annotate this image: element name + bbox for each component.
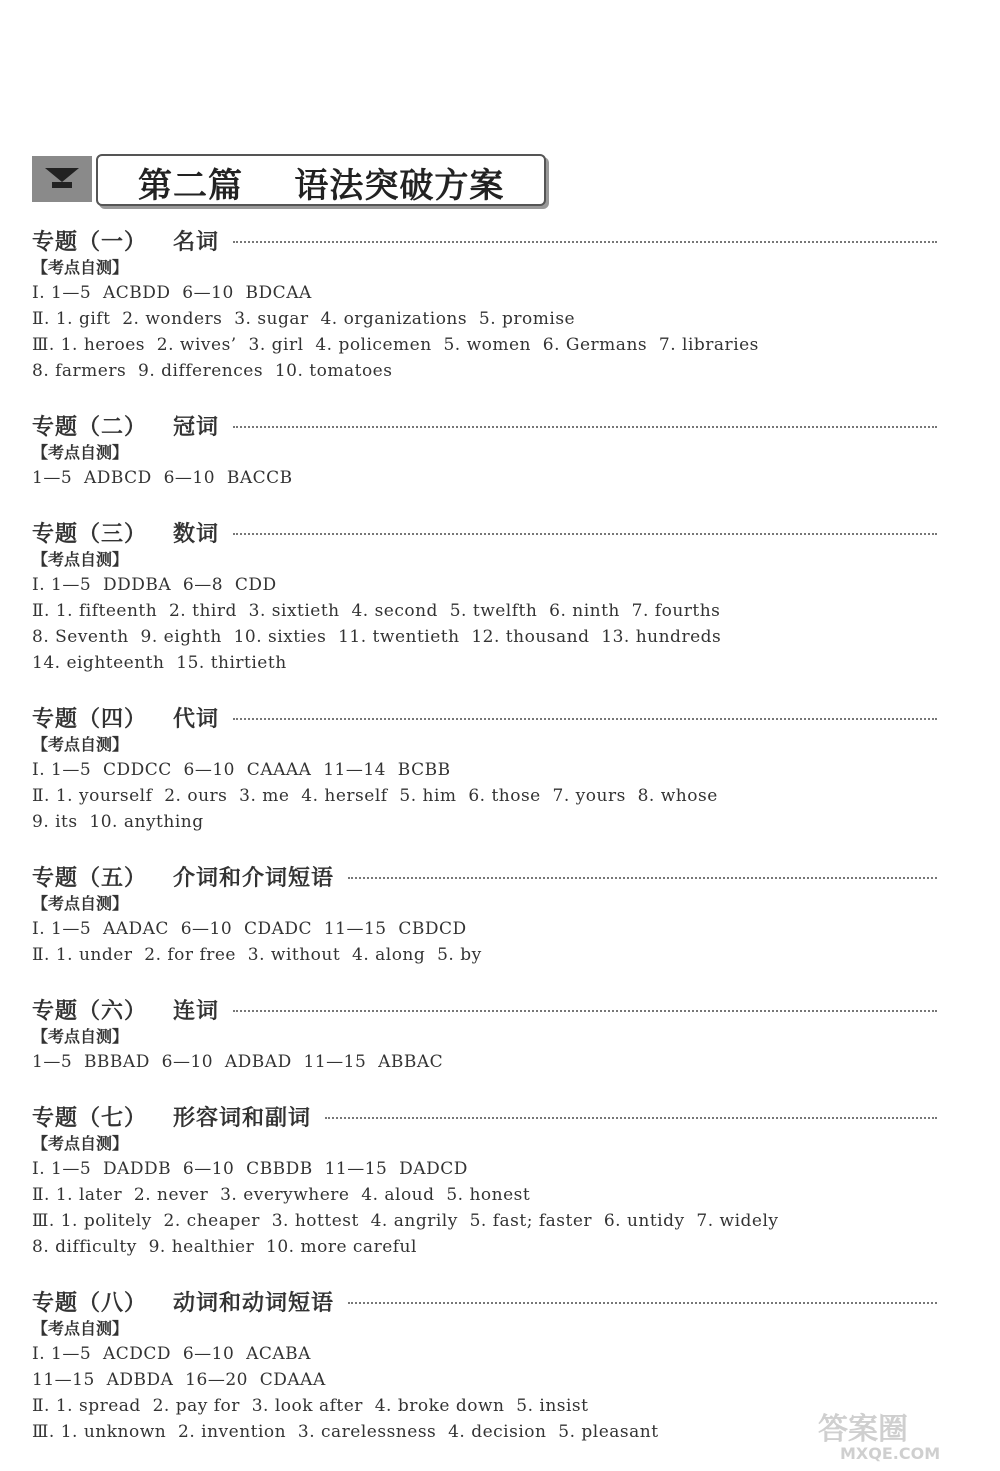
section-title: 专题（八） 动词和动词短语 — [32, 1290, 334, 1316]
answer-line: Ⅱ. 1. under 2. for free 3. without 4. along 5. by — [32, 945, 482, 965]
section-tag: 【考点自测】 — [32, 1319, 129, 1338]
dotted-leader — [233, 1010, 937, 1012]
watermark-icon — [810, 1403, 990, 1463]
section-title: 专题（四） 代词 — [32, 706, 219, 732]
section-tag: 【考点自测】 — [32, 1027, 129, 1046]
answer-line: Ⅰ. 1—5 ACBDD 6—10 BDCAA — [32, 283, 312, 303]
section-tag: 【考点自测】 — [32, 550, 129, 569]
section-title: 专题（五） 介词和介词短语 — [32, 865, 334, 891]
answer-line: Ⅱ. 1. later 2. never 3. everywhere 4. aloud 5. honest — [32, 1185, 531, 1205]
section-2-articles — [32, 409, 937, 491]
answer-line: 8. Seventh 9. eighth 10. sixties 11. twentieth 12. thousand 13. hundreds — [32, 627, 722, 647]
answer-line: Ⅰ. 1—5 AADAC 6—10 CDADC 11—15 CBDCD — [32, 919, 467, 939]
answer-line: Ⅰ. 1—5 CDDCC 6—10 CAAAA 11—14 BCBB — [32, 760, 451, 780]
section-4-pronouns — [32, 701, 937, 835]
section-header — [32, 1100, 937, 1132]
section-1-nouns — [32, 224, 937, 384]
section-header — [32, 1285, 937, 1317]
part-title: 第二篇 语法突破方案 — [138, 166, 505, 206]
section-6-conjunctions — [32, 993, 937, 1075]
answer-line: Ⅰ. 1—5 DDDBA 6—8 CDD — [32, 575, 277, 595]
section-tag: 【考点自测】 — [32, 735, 129, 754]
dotted-leader — [233, 718, 937, 720]
section-title: 专题（七） 形容词和副词 — [32, 1105, 311, 1131]
section-3-numerals — [32, 516, 937, 676]
answer-line: 11—15 ADBDA 16—20 CDAAA — [32, 1370, 326, 1390]
section-7-adjectives-adverbs — [32, 1100, 937, 1260]
section-tag: 【考点自测】 — [32, 894, 129, 913]
section-title: 专题（二） 冠词 — [32, 414, 219, 440]
part-banner — [32, 154, 548, 206]
answer-line: Ⅲ. 1. politely 2. cheaper 3. hottest 4. angrily 5. fast; faster 6. untidy 7. widely — [32, 1211, 779, 1231]
answer-line: 14. eighteenth 15. thirtieth — [32, 653, 287, 673]
answer-line: 8. farmers 9. differences 10. tomatoes — [32, 361, 393, 381]
answer-line: Ⅱ. 1. fifteenth 2. third 3. sixtieth 4. second 5. twelfth 6. ninth 7. fourths — [32, 601, 721, 621]
dotted-leader — [233, 533, 937, 535]
answer-line: Ⅰ. 1—5 ACDCD 6—10 ACABA — [32, 1344, 311, 1364]
section-header — [32, 224, 937, 256]
dotted-leader — [325, 1117, 937, 1119]
section-header — [32, 701, 937, 733]
dotted-leader — [348, 877, 937, 879]
answer-line: 1—5 BBBAD 6—10 ADBAD 11—15 ABBAC — [32, 1052, 444, 1072]
dotted-leader — [348, 1302, 937, 1304]
section-tag: 【考点自测】 — [32, 443, 129, 462]
section-tag: 【考点自测】 — [32, 1134, 129, 1153]
section-title: 专题（一） 名词 — [32, 229, 219, 255]
answer-line: 9. its 10. anything — [32, 812, 204, 832]
answer-line: Ⅱ. 1. yourself 2. ours 3. me 4. herself 5. him 6. those 7. yours 8. whose — [32, 786, 718, 806]
section-header — [32, 860, 937, 892]
part-title-box — [96, 154, 546, 206]
dotted-leader — [233, 241, 937, 243]
section-5-prepositions — [32, 860, 937, 968]
answer-line: Ⅱ. 1. spread 2. pay for 3. look after 4. broke down 5. insist — [32, 1396, 589, 1416]
section-header — [32, 993, 937, 1025]
answer-line: Ⅲ. 1. heroes 2. wives’ 3. girl 4. policemen 5. women 6. Germans 7. libraries — [32, 335, 759, 355]
watermark-url: MXQE.COM — [840, 1444, 941, 1463]
answer-line: 1—5 ADBCD 6—10 BACCB — [32, 468, 293, 488]
section-8-verbs — [32, 1285, 937, 1445]
answer-line: 8. difficulty 9. healthier 10. more careful — [32, 1237, 417, 1257]
answer-line: Ⅲ. 1. unknown 2. invention 3. carelessness 4. decision 5. pleasant — [32, 1422, 659, 1442]
answer-line: Ⅱ. 1. gift 2. wonders 3. sugar 4. organizations 5. promise — [32, 309, 576, 329]
answer-line: Ⅰ. 1—5 DADDB 6—10 CBBDB 11—15 DADCD — [32, 1159, 468, 1179]
section-title: 专题（六） 连词 — [32, 998, 219, 1024]
section-header — [32, 516, 937, 548]
dotted-leader — [233, 426, 937, 428]
down-arrow-icon — [32, 156, 92, 202]
watermark-cn: 答案圈 — [818, 1412, 908, 1447]
section-tag: 【考点自测】 — [32, 258, 129, 277]
section-title: 专题（三） 数词 — [32, 521, 219, 547]
watermark-logo — [810, 1403, 990, 1463]
section-header — [32, 409, 937, 441]
